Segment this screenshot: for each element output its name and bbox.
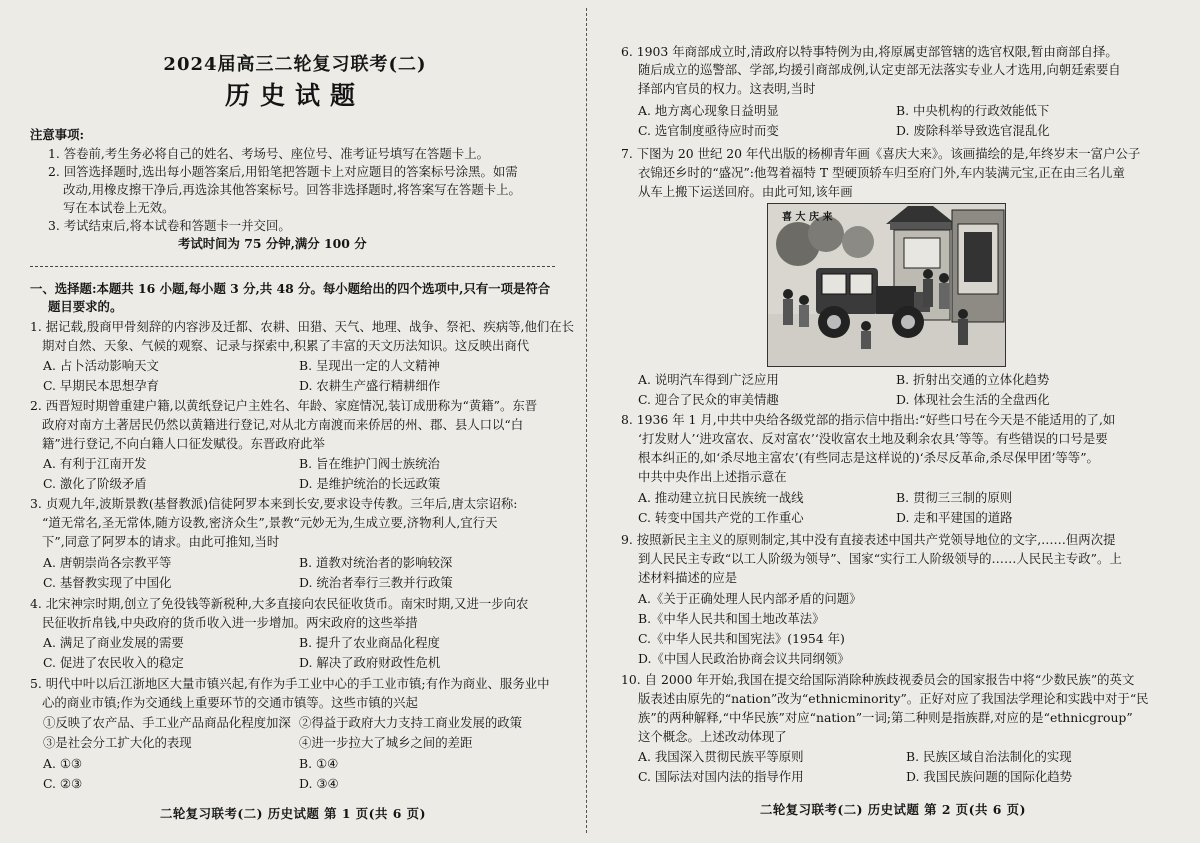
page-footer: 二轮复习联考(二) 历史试题 第 2 页(共 6 页) [760, 802, 1026, 817]
question-10: 10. 自 2000 年开始,我国在提交给国际消除种族歧视委员会的国家报告中将“少数民族”的英文 [621, 672, 1135, 687]
option: C. 迎合了民众的审美情趣 [638, 392, 779, 407]
option: B. ①④ [299, 756, 339, 771]
question-7: 衣锦还乡时的“盛况”:他驾着福特 T 型硬顶轿车归至府门外,车内装满元宝,正在由三名儿童 [638, 165, 1125, 180]
question-10: 族”的两种解释,“中华民族”对应“nation”一词;第二种则是指族群,对应的是“ethnicgroup” [638, 710, 1133, 725]
separator-line [30, 266, 555, 267]
option: B. 旨在维护门阀士族统治 [299, 456, 440, 471]
statement-item: ④进一步拉大了城乡之间的差距 [299, 735, 473, 750]
option: A. 说明汽车得到广泛应用 [638, 372, 779, 387]
option: D. 废除科举导致选官混乱化 [896, 123, 1050, 138]
option: A. 满足了商业发展的需要 [43, 635, 184, 650]
question-3: “道无常名,圣无常体,随方设教,密济众生”,景教“元妙无为,生成立要,济物利人,宜行天 [42, 515, 498, 530]
question-8: 8. 1936 年 1 月,中共中央给各级党部的指示信中指出:“好些口号在今天是不能适用的了,如 [621, 412, 1116, 427]
option: A. 占卜活动影响天文 [43, 358, 159, 373]
option: C. 促进了农民收入的稳定 [43, 655, 184, 670]
illustration-caption: 喜 大 庆 来 [782, 212, 833, 223]
question-7: 从车上搬下运送回府。由此可知,该年画 [638, 184, 853, 199]
option: D.《中国人民政治协商会议共同纲领》 [638, 651, 850, 666]
option: A. 有利于江南开发 [43, 456, 147, 471]
option: D. 走和平建国的道路 [896, 510, 1013, 525]
statement-item: ①反映了农产品、手工业产品商品化程度加深 [43, 715, 291, 730]
page-1 [0, 0, 590, 843]
question-9: 9. 按照新民主主义的原则制定,其中没有直接表述中国共产党领导地位的文字,……但两次提 [621, 532, 1116, 547]
option: A. 地方离心现象日益明显 [638, 103, 779, 118]
question-1: 1. 据记载,殷商甲骨刻辞的内容涉及迁都、农耕、田猎、天气、地理、战争、祭祀、疾病等,他们在长 [30, 319, 575, 334]
question-5: 5. 明代中叶以后江浙地区大量市镇兴起,有作为手工业中心的手工业市镇;有作为商业、服务业中 [30, 676, 550, 691]
statement-item: ②得益于政府大力支持工商业发展的政策 [299, 715, 523, 730]
section-heading: 题目要求的。 [48, 299, 123, 314]
question-4: 民征收折帛钱,中央政府的货币收入进一步增加。两宋政府的这些举措 [42, 615, 418, 630]
option: C.《中华人民共和国宪法》(1954 年) [638, 631, 845, 646]
notice-line: 改动,用橡皮擦干净后,再选涂其他答案标号。回答非选择题时,将答案写在答题卡上。 [63, 182, 521, 197]
notice-line: 写在本试卷上无效。 [63, 200, 175, 215]
question-6: 6. 1903 年商部成立时,清政府以特事特例为由,将原属吏部管辖的选官权限,暂由商部自择。 [621, 44, 1118, 59]
option: C. 激化了阶级矛盾 [43, 476, 147, 491]
option: C. 选官制度亟待应时而变 [638, 123, 779, 138]
subject-title: 历史试题 [224, 81, 365, 110]
question-9: 述材料描述的应是 [638, 570, 738, 585]
exam-title: 2024届高三二轮复习联考(二) [163, 54, 427, 75]
page-2 [600, 0, 1200, 843]
option: A. 推动建立抗日民族统一战线 [638, 490, 804, 505]
new-year-painting-illustration [767, 203, 1006, 367]
option: B. 贯彻三三制的原则 [896, 490, 1013, 505]
option: A. 唐朝崇尚各宗教平等 [43, 555, 172, 570]
option: B. 中央机构的行政效能低下 [896, 103, 1050, 118]
notice-line: 3. 考试结束后,将本试卷和答题卡一并交回。 [48, 218, 291, 233]
question-8: 中共中央作出上述指示意在 [638, 469, 787, 484]
question-8: ‘打发财人’‘进攻富农、反对富农’‘没收富农土地及剩余农具’等等。有些错误的口号是要 [638, 431, 1108, 446]
question-2: 2. 西晋短时期曾重建户籍,以黄纸登记户主姓名、年龄、家庭情况,装订成册称为“黄籍”。东晋 [30, 398, 538, 413]
option: B. 呈现出一定的人文精神 [299, 358, 440, 373]
notice-title: 注意事项: [30, 127, 85, 142]
question-9: 到人民民主专政“以工人阶级为领导”、国家“实行工人阶级领导的……人民民主专政”。上 [638, 551, 1122, 566]
question-6: 随后成立的巡警部、学部,均援引商部成例,认定吏部无法落实专业人才选用,向朝廷索要自 [638, 62, 1121, 77]
option: D. 农耕生产盛行精耕细作 [299, 378, 441, 393]
notice-line: 2. 回答选择题时,选出每小题答案后,用铅笔把答题卡上对应题目的答案标号涂黑。如需 [48, 164, 518, 179]
page-divider [586, 8, 588, 833]
option: A. 我国深入贯彻民族平等原则 [638, 749, 804, 764]
notice-line: 1. 答卷前,考生务必将自己的姓名、考场号、座位号、准考证号填写在答题卡上。 [48, 146, 489, 161]
question-7: 7. 下图为 20 世纪 20 年代出版的杨柳青年画《喜庆大来》。该画描绘的是,年终岁末一富户公子 [621, 146, 1141, 161]
option: B. 民族区域自治法制化的实现 [906, 749, 1072, 764]
option: B. 道教对统治者的影响较深 [299, 555, 453, 570]
page-footer: 二轮复习联考(二) 历史试题 第 1 页(共 6 页) [160, 806, 426, 821]
question-3: 下”,同意了阿罗本的请求。由此可推知,当时 [42, 534, 280, 549]
option: C. 基督教实现了中国化 [43, 575, 172, 590]
question-3: 3. 贞观九年,波斯景教(基督教派)信徒阿罗本来到长安,要求设寺传教。三年后,唐太宗诏称: [30, 496, 518, 511]
option: A.《关于正确处理人民内部矛盾的问题》 [638, 591, 862, 606]
exam-info: 考试时间为 75 分钟,满分 100 分 [178, 236, 367, 251]
option: B. 提升了农业商品化程度 [299, 635, 440, 650]
option: D. 体现社会生活的全盘西化 [896, 392, 1050, 407]
option: C. ②③ [43, 776, 83, 791]
statement-item: ③是社会分工扩大化的表现 [43, 735, 192, 750]
option: D. 我国民族问题的国际化趋势 [906, 769, 1073, 784]
option: B. 折射出交通的立体化趋势 [896, 372, 1050, 387]
question-2: 籍”进行登记,不向白籍人口征发赋役。东晋政府此举 [42, 436, 325, 451]
option: D. 解决了政府财政性危机 [299, 655, 441, 670]
question-10: 这个概念。上述改动体现了 [638, 729, 787, 744]
option: D. 统治者奉行三教并行政策 [299, 575, 453, 590]
question-6: 择部内官员的权力。这表明,当时 [638, 81, 816, 96]
option: A. ①③ [43, 756, 83, 771]
question-10: 版表述由原先的“nation”改为“ethnicminority”。正好对应了我国法学理论和实践中对于“民 [638, 691, 1149, 706]
section-heading: 一、选择题:本题共 16 小题,每小题 3 分,共 48 分。每小题给出的四个选项中,只有一项是符合 [30, 281, 551, 296]
question-4: 4. 北宋神宗时期,创立了免役钱等新税种,大多直接向农民征收货币。南宋时期,又进一步向农 [30, 596, 529, 611]
option: D. 是维护统治的长远政策 [299, 476, 441, 491]
option: C. 国际法对国内法的指导作用 [638, 769, 804, 784]
question-2: 政府对南方土著居民仍然以黄籍进行登记,对从北方南渡而来侨居的州、郡、县人口以“白 [42, 417, 524, 432]
option: C. 早期民本思想孕育 [43, 378, 160, 393]
question-1: 期对自然、天象、气候的观察、记录与探索中,积累了丰富的天文历法知识。这反映出商代 [42, 338, 530, 353]
option: B.《中华人民共和国土地改革法》 [638, 611, 825, 626]
option: C. 转变中国共产党的工作重心 [638, 510, 804, 525]
question-8: 根本纠正的,如‘杀尽地主富农’(有些同志是这样说的)‘杀尽反革命,杀尽保甲团’等等”。 [638, 450, 1099, 465]
option: D. ③④ [299, 776, 339, 791]
question-5: 心的商业市镇;作为交通线上重要环节的交通市镇等。这些市镇的兴起 [42, 695, 418, 710]
car-scene-icon [768, 204, 1005, 366]
